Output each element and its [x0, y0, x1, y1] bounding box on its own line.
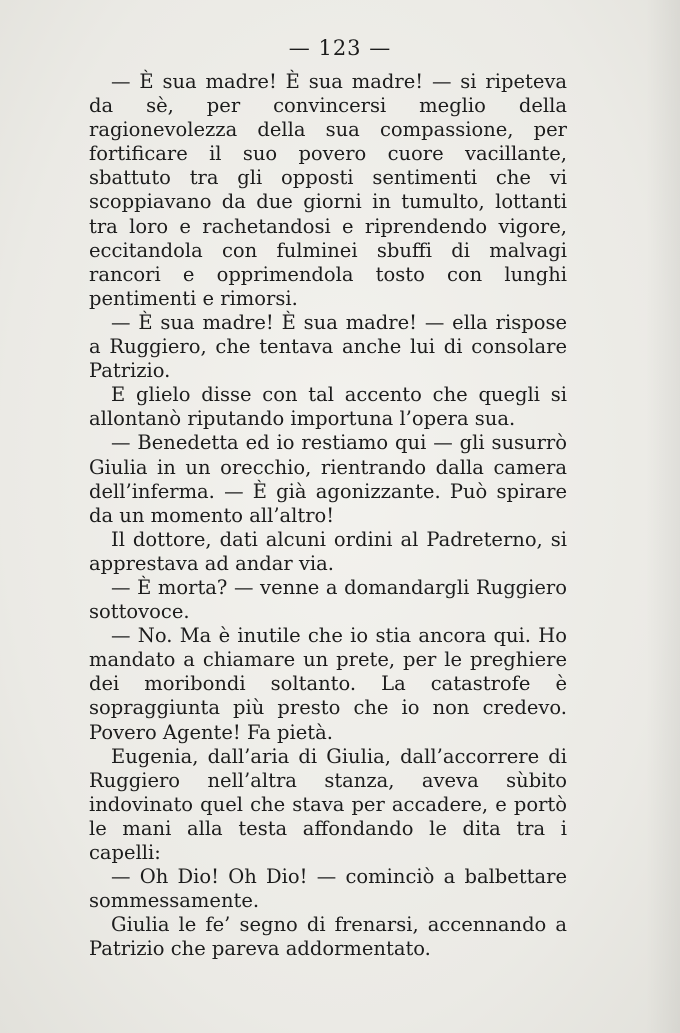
paragraph: — È sua madre! È sua madre! — si ripeteva da sè, per convincersi meglio della ragionevolezza della sua compassione, per fortificare il suo povero cuore vacillante, sbattuto tra gli opposti sentimenti che vi scoppiavano da due giorni in tumulto, lottanti tra loro e rachetandosi e riprendendo vigore, eccitandola con fulminei sbuffi di malvagi rancori e opprimendola tosto con lunghi pentimenti e rimorsi. [89, 70, 567, 310]
paragraph: E glielo disse con tal accento che quegli si allontanò riputando importuna l’opera sua. [89, 383, 567, 431]
paragraph: Giulia le fe’ segno di frenarsi, accennando a Patrizio che pareva addormentato. [89, 913, 567, 961]
page-edge-shadow [646, 0, 680, 1033]
paragraph: — È morta? — venne a domandargli Ruggiero sottovoce. [89, 575, 567, 624]
paragraph: Eugenia, dall’aria di Giulia, dall’accorrere di Ruggiero nell’altra stanza, aveva sùbito indovinato quel che stava per accadere, e portò le mani alla testa affondando le dita tra i capelli: [89, 744, 567, 864]
page-body [89, 70, 567, 961]
paragraph: — No. Ma è inutile che io stia ancora qui. Ho mandato a chiamare un prete, per le preghiere dei moribondi soltanto. La catastrofe è sopraggiunta più presto che io non credevo. Povero Agente! Fa pietà. [89, 624, 567, 744]
paragraph: — Oh Dio! Oh Dio! — cominciò a balbettare sommessamente. [89, 865, 567, 913]
paragraph: — È sua madre! È sua madre! — ella rispose a Ruggiero, che tentava anche lui di consolare Patrizio. [89, 310, 567, 383]
paragraph: Il dottore, dati alcuni ordini al Padreterno, si apprestava ad andar via. [89, 527, 567, 575]
page-number: — 123 — [288, 36, 392, 60]
paragraph: — Benedetta ed io restiamo qui — gli susurrò Giulia in un orecchio, rientrando dalla camera dell’inferma. — È già agonizzante. Può spirare da un momento all’altro! [89, 431, 567, 527]
